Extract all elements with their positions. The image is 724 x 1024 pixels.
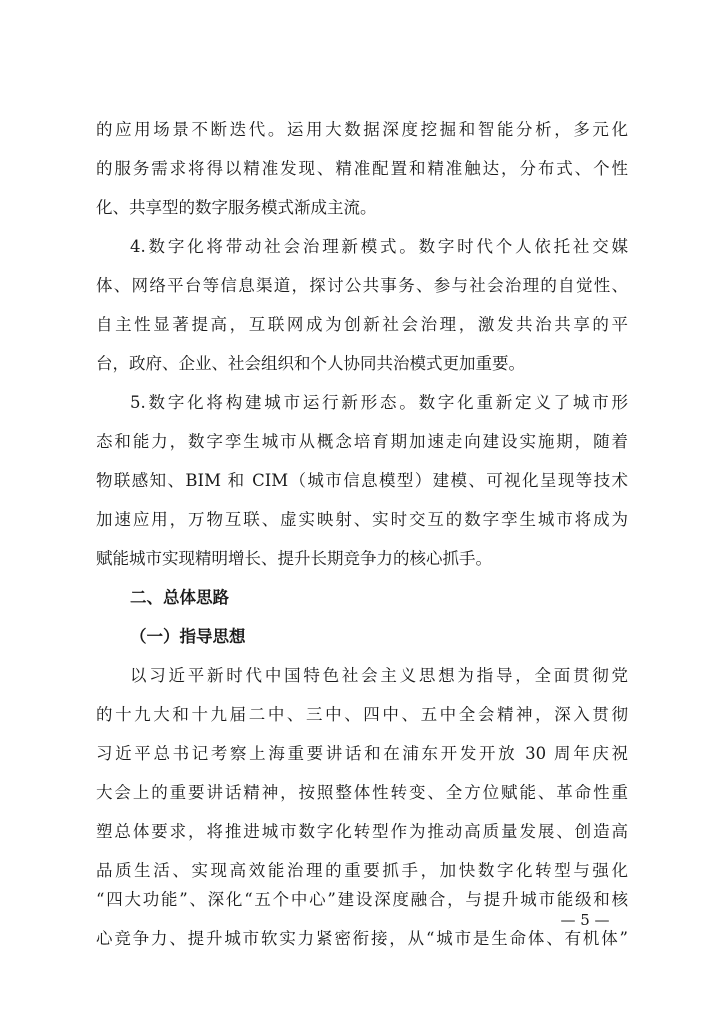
- body-line: 5.数字化将构建城市运行新形态。数字化重新定义了城市形: [130, 393, 628, 412]
- section-heading: 二、总体思路: [130, 588, 229, 607]
- body-line: 习近平总书记考察上海重要讲话和在浦东开发开放 30 周年庆祝: [96, 744, 628, 763]
- body-line: 以习近平新时代中国特色社会主义思想为指导，全面贯彻党: [130, 666, 628, 685]
- body-line: 态和能力，数字孪生城市从概念培育期加速走向建设实施期，随着: [96, 432, 628, 451]
- body-line: 大会上的重要讲话精神，按照整体性转变、全方位赋能、革命性重: [96, 783, 628, 802]
- body-line: 塑总体要求，将推进城市数字化转型作为推动高质量发展、创造高: [96, 822, 628, 841]
- body-line: 化、共享型的数字服务模式渐成主流。: [96, 198, 377, 217]
- body-line: 4.数字化将带动社会治理新模式。数字时代个人依托社交媒: [130, 237, 628, 256]
- body-line: 品质生活、实现高效能治理的重要抓手，加快数字化转型与强化: [96, 861, 628, 880]
- body-line: 心竞争力、提升城市软实力紧密衔接，从“城市是生命体、有机体”: [96, 929, 628, 948]
- subsection-heading: （一）指导思想: [130, 627, 246, 646]
- body-line: 台，政府、企业、社会组织和个人协同共治模式更加重要。: [96, 354, 525, 373]
- body-line: 加速应用，万物互联、虚实映射、实时交互的数字孪生城市将成为: [96, 510, 628, 529]
- body-line: 的服务需求将得以精准发现、精准配置和精准触达，分布式、个性: [96, 159, 628, 178]
- body-line: “四大功能”、深化“五个中心”建设深度融合，与提升城市能级和核: [96, 890, 628, 909]
- body-line: 物联感知、BIM 和 CIM（城市信息模型）建模、可视化呈现等技术: [96, 471, 628, 490]
- body-line: 的应用场景不断迭代。运用大数据深度挖掘和智能分析，多元化: [96, 120, 628, 139]
- body-line: 自主性显著提高，互联网成为创新社会治理，激发共治共享的平: [96, 315, 628, 334]
- body-line: 赋能城市实现精明增长、提升长期竞争力的核心抓手。: [96, 549, 492, 568]
- body-line: 的十九大和十九届二中、三中、四中、五中全会精神，深入贯彻: [96, 705, 628, 724]
- body-line: 体、网络平台等信息渠道，探讨公共事务、参与社会治理的自觉性、: [96, 276, 628, 295]
- page-number: — 5 —: [560, 911, 610, 929]
